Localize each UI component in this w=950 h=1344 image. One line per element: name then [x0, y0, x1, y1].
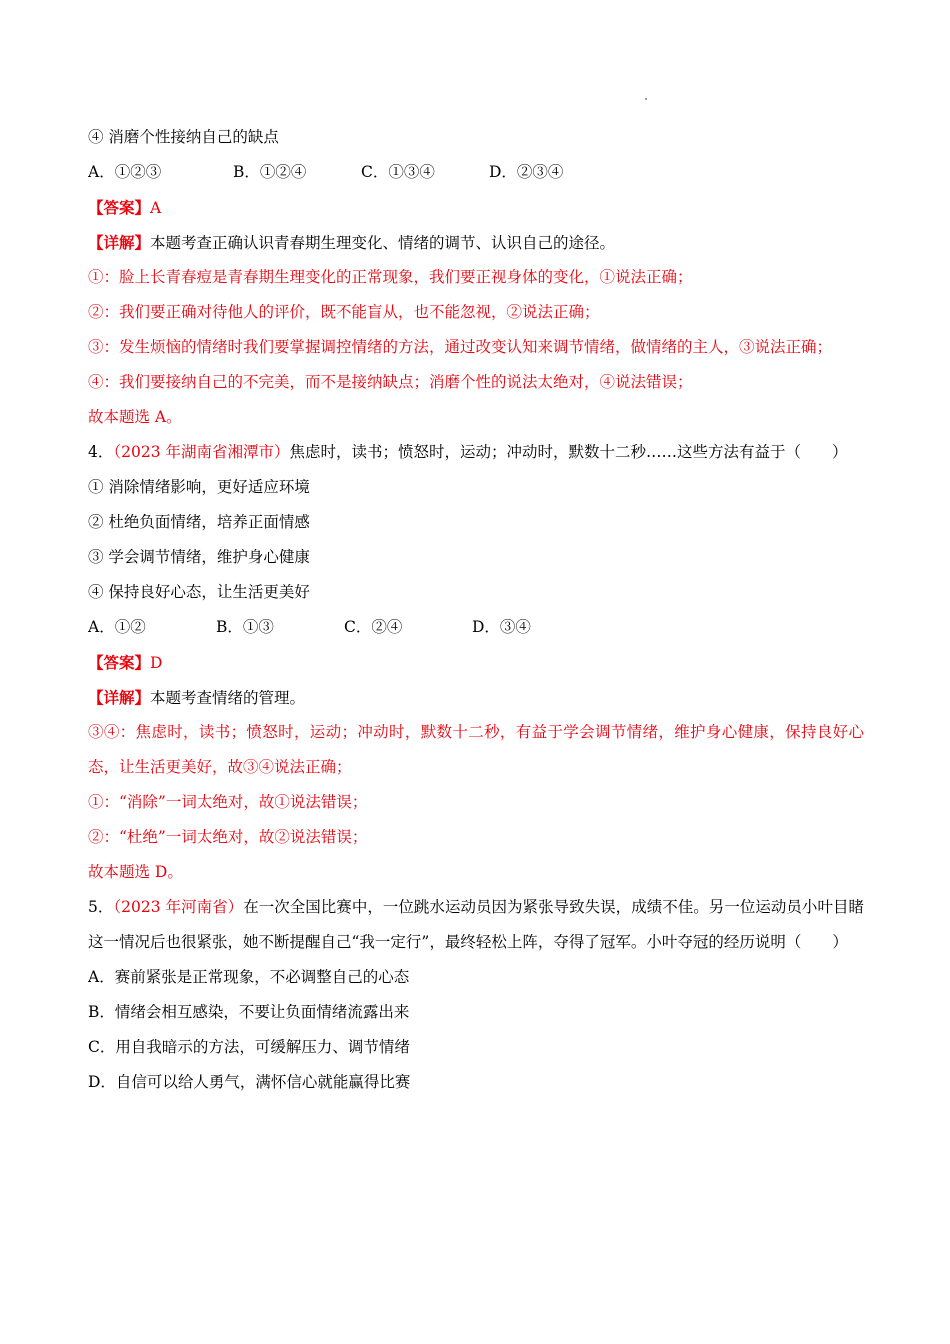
- q4-explain-line-2: ①：“消除”一词太绝对，故①说法错误；: [88, 793, 368, 811]
- q3-conclusion: 故本题选 A。: [88, 408, 182, 426]
- q3-options: [88, 155, 864, 190]
- q5-source: （2023 年河南省）: [113, 898, 244, 916]
- page-marker-dot: [645, 98, 647, 100]
- q4-option-b: B．①③: [216, 618, 274, 636]
- q3-explain-line-1: ①：脸上长青春痘是青春期生理变化的正常现象，我们要正视身体的变化，①说法正确；: [88, 268, 693, 286]
- q4-answer-value: D: [150, 654, 163, 672]
- q4-options: [88, 610, 864, 645]
- q3-item-4: ④ 消磨个性接纳自己的缺点: [88, 128, 279, 146]
- q3-explain-intro: [88, 225, 864, 260]
- q3-answer-value: A: [150, 199, 162, 217]
- q3-option-c: C．①③④: [361, 163, 435, 181]
- q3-option-b: B．①②④: [233, 163, 307, 181]
- document-body: [88, 120, 864, 1100]
- q3-explain-line-4: ④：我们要接纳自己的不完美，而不是接纳缺点；消磨个性的说法太绝对，④说法错误；: [88, 373, 693, 391]
- q4-explain-intro-text: 本题考查情绪的管理。: [150, 689, 306, 707]
- q5-number: 5．: [88, 898, 114, 916]
- q4-source: （2023 年湖南省湘潭市）: [113, 443, 290, 461]
- q5-option-a: A．赛前紧张是正常现象，不必调整自己的心态: [88, 968, 410, 986]
- q4-explain-line-3: ②：“杜绝”一词太绝对，故②说法错误；: [88, 828, 368, 846]
- q4-item-3: ③ 学会调节情绪，维护身心健康: [88, 548, 310, 566]
- q4-item-4: ④ 保持良好心态，让生活更美好: [88, 583, 310, 601]
- q3-explain-intro-text: 本题考查正确认识青春期生理变化、情绪的调节、认识自己的途径。: [150, 234, 616, 252]
- q4-option-a: A．①②: [88, 618, 146, 636]
- q3-answer: [88, 190, 864, 225]
- q4-item-2: ② 杜绝负面情绪，培养正面情感: [88, 513, 310, 531]
- q5-stem: [88, 890, 864, 960]
- q3-answer-label: 【答案】: [88, 198, 151, 217]
- q4-explain-label: 【详解】: [88, 688, 151, 707]
- q3-explain-line-3: ③：发生烦恼的情绪时我们要掌握调控情绪的方法，通过改变认知来调节情绪，做情绪的主人，③说法正确；: [88, 338, 833, 356]
- q4-option-c: C．②④: [344, 618, 403, 636]
- q4-stem-text: 焦虑时，读书；愤怒时，运动；冲动时，默数十二秒……这些方法有益于（ ）: [289, 443, 848, 461]
- q3-option-a: A．①②③: [88, 163, 162, 181]
- q4-stem: [88, 435, 864, 470]
- q4-item-1: ① 消除情绪影响，更好适应环境: [88, 478, 310, 496]
- q3-option-d: D．②③④: [489, 163, 564, 181]
- q5-option-d: D．自信可以给人勇气，满怀信心就能赢得比赛: [88, 1073, 411, 1091]
- q4-answer-label: 【答案】: [88, 653, 151, 672]
- q4-explain-line-1: ③④：焦虑时，读书；愤怒时，运动；冲动时，默数十二秒，有益于学会调节情绪，维护身心健康，保持良好心态，让生活更美好，故③④说法正确；: [88, 723, 864, 776]
- q5-stem-text: 在一次全国比赛中，一位跳水运动员因为紧张导致失误，成绩不佳。另一位运动员小叶目睹这一情况后也很紧张，她不断提醒自己“我一定行”，最终轻松上阵，夺得了冠军。小叶夺冠的经历说明（ ）: [88, 898, 864, 951]
- q4-conclusion: 故本题选 D。: [88, 863, 183, 881]
- q4-number: 4．: [88, 443, 114, 461]
- q4-option-d: D．③④: [472, 618, 531, 636]
- q4-answer: [88, 645, 864, 680]
- q4-explain-intro: [88, 680, 864, 715]
- q3-explain-label: 【详解】: [88, 233, 151, 252]
- q5-option-c: C．用自我暗示的方法，可缓解压力、调节情绪: [88, 1038, 410, 1056]
- q5-option-b: B．情绪会相互感染，不要让负面情绪流露出来: [88, 1003, 410, 1021]
- q3-explain-line-2: ②：我们要正确对待他人的评价，既不能盲从，也不能忽视，②说法正确；: [88, 303, 600, 321]
